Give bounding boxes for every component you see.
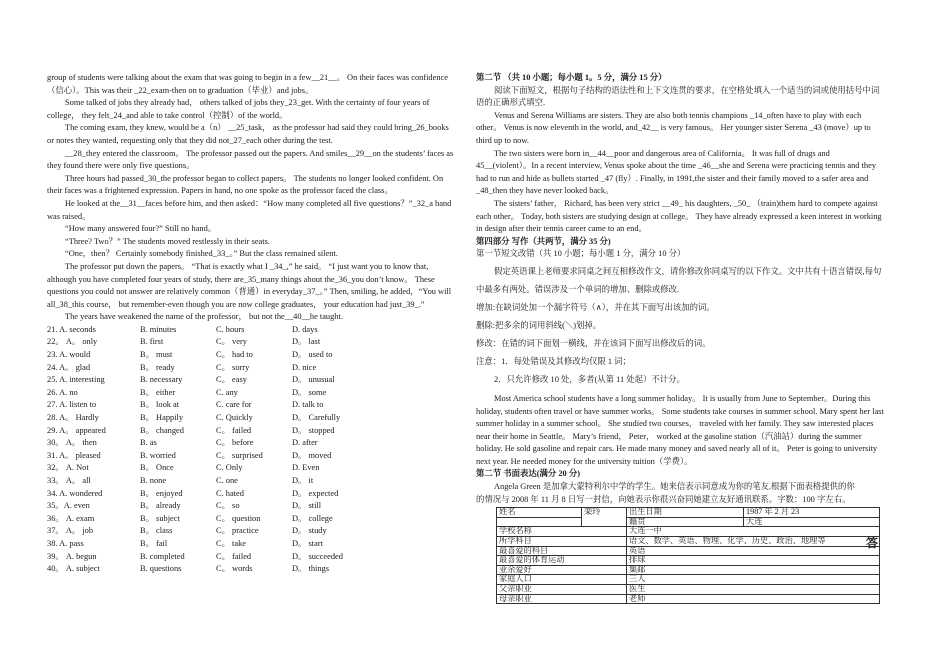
option-choice: C。 practice [216, 526, 259, 536]
option-choice: B. worried [140, 450, 176, 460]
option-choice: C. hours [216, 324, 245, 334]
option-row [47, 525, 457, 538]
option-choice: 25. A. interesting [47, 375, 105, 385]
table-row [497, 556, 880, 566]
option-choice: B。 subject [140, 513, 180, 523]
writing-prompt: Angela Green 是加拿大蒙特利尔中学的学生。她来信表示同意成为你的笔友.根据下面表格提供的你的情况与 2008 年 11 月 8 日写一封信，向她表示你很兴奋同她建立友好通讯联系。字数：100 字左右。 [476, 482, 855, 504]
option-choice: C。 failed [216, 551, 252, 561]
option-choice: 31. A。 pleased [47, 450, 101, 460]
option-choice: D. nice [292, 362, 317, 372]
option-choice: D。 last [292, 337, 321, 347]
option-choice: B. necessary [140, 375, 183, 385]
option-choice: D。 unusual [292, 375, 335, 385]
option-row [47, 538, 457, 551]
passage-paragraph: The coming exam, they knew, would be a（n） __25_task， as the professor had said they could bring_26_books or notes they wanted, requesting only that they did not_27_each other during the test. [47, 123, 449, 145]
cloze-passage-column [47, 72, 457, 576]
passage-paragraph: Three hours had passed_30_the professor began to collect papers。 The students no longer looked confident. On their faces was a frightened expression. Papers in hand, no one spoke as the professor faced the class。 [47, 173, 444, 196]
option-choice: B。 enjoyed [140, 488, 183, 498]
option-choice: D。 study [292, 526, 327, 536]
option-choice: B。 class [140, 526, 173, 536]
table-label: 出生日期 [627, 508, 744, 518]
option-choice: C. Only [216, 463, 243, 473]
passage-paragraph: He looked at the__31__faces before him, and then asked：“How many completed all five questions？”_32_a hand was raised。 [47, 198, 452, 221]
option-row [47, 412, 457, 425]
option-choice: 28. A。 Hardly [47, 413, 99, 423]
option-choice: B。 must [140, 350, 173, 360]
option-choice: B。 ready [140, 362, 175, 372]
table-value: 三人 [627, 575, 880, 585]
instruction-line: 2．只允许修改 10 处，多者(从第 11 处起）不计分。 [494, 374, 685, 384]
option-choice: B。 Happily [140, 413, 184, 423]
option-choice: C。 surprised [216, 450, 263, 460]
table-value: 集邮 [627, 565, 880, 575]
table-value: 大连 [744, 517, 880, 527]
option-choice: D。 succeeded [292, 551, 343, 561]
option-choice: D。 college [292, 513, 333, 523]
option-choice: 40。 A. subject [47, 564, 100, 574]
instruction-line: 假定英语课上老师要求同桌之间互相修改作文，请你修改你同桌写的以下作文。文中共有十语言错误,每句中最多有两处。错误涉及一个单词的增加、删除或修改. [476, 266, 882, 294]
grammar-paragraph: The two sisters were born in__44__poor and dangerous area of California。 It was full of drugs and 45__(violent）。In a recent interview, Venus spoke about the time _46__she and Serena were practicing tennis and they had to run and hide as bullets started _47 (fly）. Finally, in 1991,the sister and their family moved to a safer area and _48_then they have never looked back。 [476, 148, 877, 196]
option-choice: C. one [216, 476, 238, 485]
option-choice: D。 expected [292, 488, 339, 498]
option-choice: 29. A。 appeared [47, 425, 106, 435]
option-choice: C. hated [216, 488, 244, 498]
option-choice: C。 before [216, 438, 254, 448]
option-row [47, 374, 457, 387]
option-choice: 23. A. would [47, 350, 91, 360]
table-row [497, 517, 880, 527]
option-row [47, 425, 457, 438]
option-choice: 30。 A。 then [47, 438, 97, 448]
info-table [496, 507, 880, 604]
section-instructions: 阅读下面短文，根据句子结构的语法性和上下文连贯的要求，在空格处填入一个适当的词或使用括号中词语的正确形式填空. [476, 85, 880, 108]
table-value: 老师 [627, 594, 880, 604]
option-choice: D。 used to [292, 350, 333, 360]
table-label: 最喜爱的科目 [497, 546, 627, 556]
option-choice: D. days [292, 324, 318, 334]
option-row [47, 462, 457, 475]
option-choice: B. questions [140, 564, 182, 574]
table-label: 母亲职业 [497, 594, 627, 604]
option-choice: 26. A. no [47, 387, 78, 397]
table-label: 籍贯 [627, 517, 744, 527]
option-choice: D。 it [292, 476, 314, 485]
table-value: 栾玲 [582, 508, 627, 527]
option-choice: B。 fail [140, 538, 168, 548]
table-value: 医生 [627, 585, 880, 595]
table-value: 英语 [627, 546, 880, 556]
option-choice: B。 look at [140, 400, 180, 410]
table-value: 排球 [627, 556, 880, 566]
option-choice: C。 question [216, 513, 261, 523]
option-choice: D. Even [292, 463, 320, 473]
option-row [47, 437, 457, 450]
option-choice: C。 easy [216, 375, 247, 385]
option-choice: D. after [292, 438, 318, 448]
passage-paragraph: Some talked of jobs they already had， others talked of jobs they_23_get. With the certainty of four years of college， they felt_24_and able to take control（控制）of the world。 [47, 98, 430, 120]
instruction-line: 修改：在错的词下面划一横线，并在该词下面写出修改后的词。 [476, 338, 711, 348]
option-choice: C. any [216, 387, 238, 397]
essay-text: Most America school students have a long summer holiday。 It is usually from June to September。During this holiday, students often travel or have summer works。 Some students take courses in summer school. Mary spent her last summer holiday in a summer school。 She studied two courses， traveled with her family. They saw interested places near their home in Seattle。 Mary’s friend， Peter， worked at the gasoline station（汽油站）during the summer holiday. He sold gasoline and repair cars. He made many money and saved nearly all of it。 Peter is going to university next year. He needed money for the university tuition（学费）。 [476, 393, 884, 466]
part-heading: 第四部分 写作（共两节，满分 35 分) [476, 236, 611, 246]
option-row [47, 488, 457, 501]
grammar-paragraph: The sisters’ father， Richard, has been very strict __49_ his daughters, _50_ （train)them hard to compete against each other。 Today, both sisters are studying design at college。 They have already expressed a keen interest in working in design after their tennis career came to an end。 [476, 198, 882, 234]
option-row [47, 399, 457, 412]
option-choice: B. as [140, 438, 157, 448]
option-choice: C。 take [216, 538, 247, 548]
table-value: 大连一中 [627, 527, 880, 537]
option-choice: B. none [140, 476, 167, 485]
passage-paragraph: “Three? Two？” The students moved restlessly in their seats. [65, 236, 270, 246]
option-choice: 33。 A。 all [47, 476, 91, 485]
option-choice: 39。 A. begun [47, 551, 97, 561]
option-choice: D。 stopped [292, 425, 335, 435]
option-row [47, 387, 457, 400]
option-row [47, 513, 457, 526]
writing-heading: 第二节 书面表达(满分 20 分) [476, 469, 580, 479]
option-choice: 22。 A。 only [47, 337, 98, 347]
table-value: 1987 年 2 月 23 [744, 508, 880, 518]
table-value: 语文、数学、英语、物理、化学、历史、政治、地理等 [627, 537, 880, 547]
side-answer-char: 答 [866, 536, 879, 550]
option-choice: B。 changed [140, 425, 184, 435]
option-choice: C. care for [216, 400, 252, 410]
option-row [47, 450, 457, 463]
option-choice: 32。 A. Not [47, 463, 89, 473]
option-choice: B. minutes [140, 324, 177, 334]
option-choice: C。 failed [216, 425, 252, 435]
option-choice: B。 Once [140, 463, 174, 473]
option-choice: D。 moved [292, 450, 332, 460]
option-choice: B. first [140, 337, 164, 347]
option-choice: 24. A。 glad [47, 362, 91, 372]
grammar-paragraph: Venus and Serena Williams are sisters. They are also both tennis champions _14_often have to play with each other。 Venus is now eleventh in the world, and_42__ is very famous。 Her younger sister Serena _43 (move）up to third up to now. [476, 110, 871, 145]
option-choice: 38. A. pass [47, 538, 84, 548]
instruction-line: 注意：1．每处错误及其修改均仅限 1 词； [476, 356, 631, 366]
table-row [497, 585, 880, 595]
option-choice: C。 words [216, 564, 253, 574]
table-label: 所学科目 [497, 537, 627, 547]
option-choice: 27. A. listen to [47, 400, 97, 410]
instruction-line: 删除:把多余的词用斜线(＼)划掉。 [476, 320, 602, 330]
option-choice: 35。A. even [47, 501, 90, 511]
table-row [497, 537, 880, 547]
instruction-line: 增加:在缺词处加一个漏字符号（∧），并在其下面写出该加的词。 [476, 302, 715, 312]
right-column [476, 72, 886, 604]
option-choice: B。 already [140, 501, 181, 511]
option-choice: D。 still [292, 501, 322, 511]
answer-options-list [47, 324, 457, 576]
option-choice: 36。 A. exam [47, 513, 95, 523]
table-row [497, 565, 880, 575]
option-choice: C。 had to [216, 350, 253, 360]
table-label: 学校名称 [497, 527, 627, 537]
section-heading: 第二节 （共 10 小题；每小题 1。5 分，满分 15 分） [476, 73, 667, 82]
table-label: 家庭人口 [497, 575, 627, 585]
option-row [47, 362, 457, 375]
passage-paragraph: group of students were talking about the exam that was going to begin in a few__21__。 On their faces was confidence（信心）。This was their _22_exam-then on to graduation（毕业）and jobs。 [47, 73, 448, 95]
option-choice: 21. A. seconds [47, 324, 96, 334]
table-row [497, 594, 880, 604]
option-choice: C。 so [216, 501, 240, 511]
passage-paragraph: The professor put down the papers。 “That is exactly what I _34_,” he said。 “I just want you to know that, although you have completed four years of study, there are_35_many things about the_36_you don’t know。 These questions you could not answer are relatively common（普通）in everyday_37_。” Then, smiling, he added，“You will all_38_this course， but remember-even though you are now college graduates， your education had just_39_.” [47, 261, 452, 309]
option-row [47, 551, 457, 564]
option-choice: C。 very [216, 337, 247, 347]
part-subheading: 第一节短文改错（共 10 小题；每小题 1 分，满分 10 分） [476, 249, 686, 259]
option-row [47, 349, 457, 362]
option-choice: 37。 A。 job [47, 526, 94, 536]
table-label: 业余爱好 [497, 565, 627, 575]
option-choice: C. Quickly [216, 413, 253, 423]
passage-paragraph: The years have weakened the name of the professor， but not the__40__he taught. [65, 312, 343, 322]
option-choice: B。 either [140, 387, 176, 397]
option-row [47, 475, 457, 488]
option-choice: D。 start [292, 538, 323, 548]
passage-paragraph: __28_they entered the classroom。 The professor passed out the papers. And smiles__29__on the students’ faces as they found there were only five questions。 [47, 148, 454, 171]
passage-paragraph: “How many answered four?” Still no hand。 [65, 224, 217, 234]
table-label: 父亲职业 [497, 585, 627, 595]
option-row [47, 500, 457, 513]
option-choice: D。 things [292, 564, 329, 574]
table-row [497, 508, 880, 518]
table-row [497, 575, 880, 585]
option-row [47, 324, 457, 337]
table-label: 姓名 [497, 508, 582, 518]
option-choice: 34. A. wondered [47, 488, 103, 498]
option-row [47, 563, 457, 576]
passage-paragraph: “One，then？ Certainly somebody finished_33_。” But the class remained silent. [65, 249, 338, 259]
option-choice: B. completed [140, 551, 185, 561]
option-choice: D. talk to [292, 400, 324, 410]
option-choice: C。 sorry [216, 362, 250, 372]
option-choice: D。 some [292, 387, 327, 397]
table-label: 最喜爱的体育运动 [497, 556, 627, 566]
option-choice: D。 Carefully [292, 413, 341, 423]
option-row [47, 336, 457, 349]
